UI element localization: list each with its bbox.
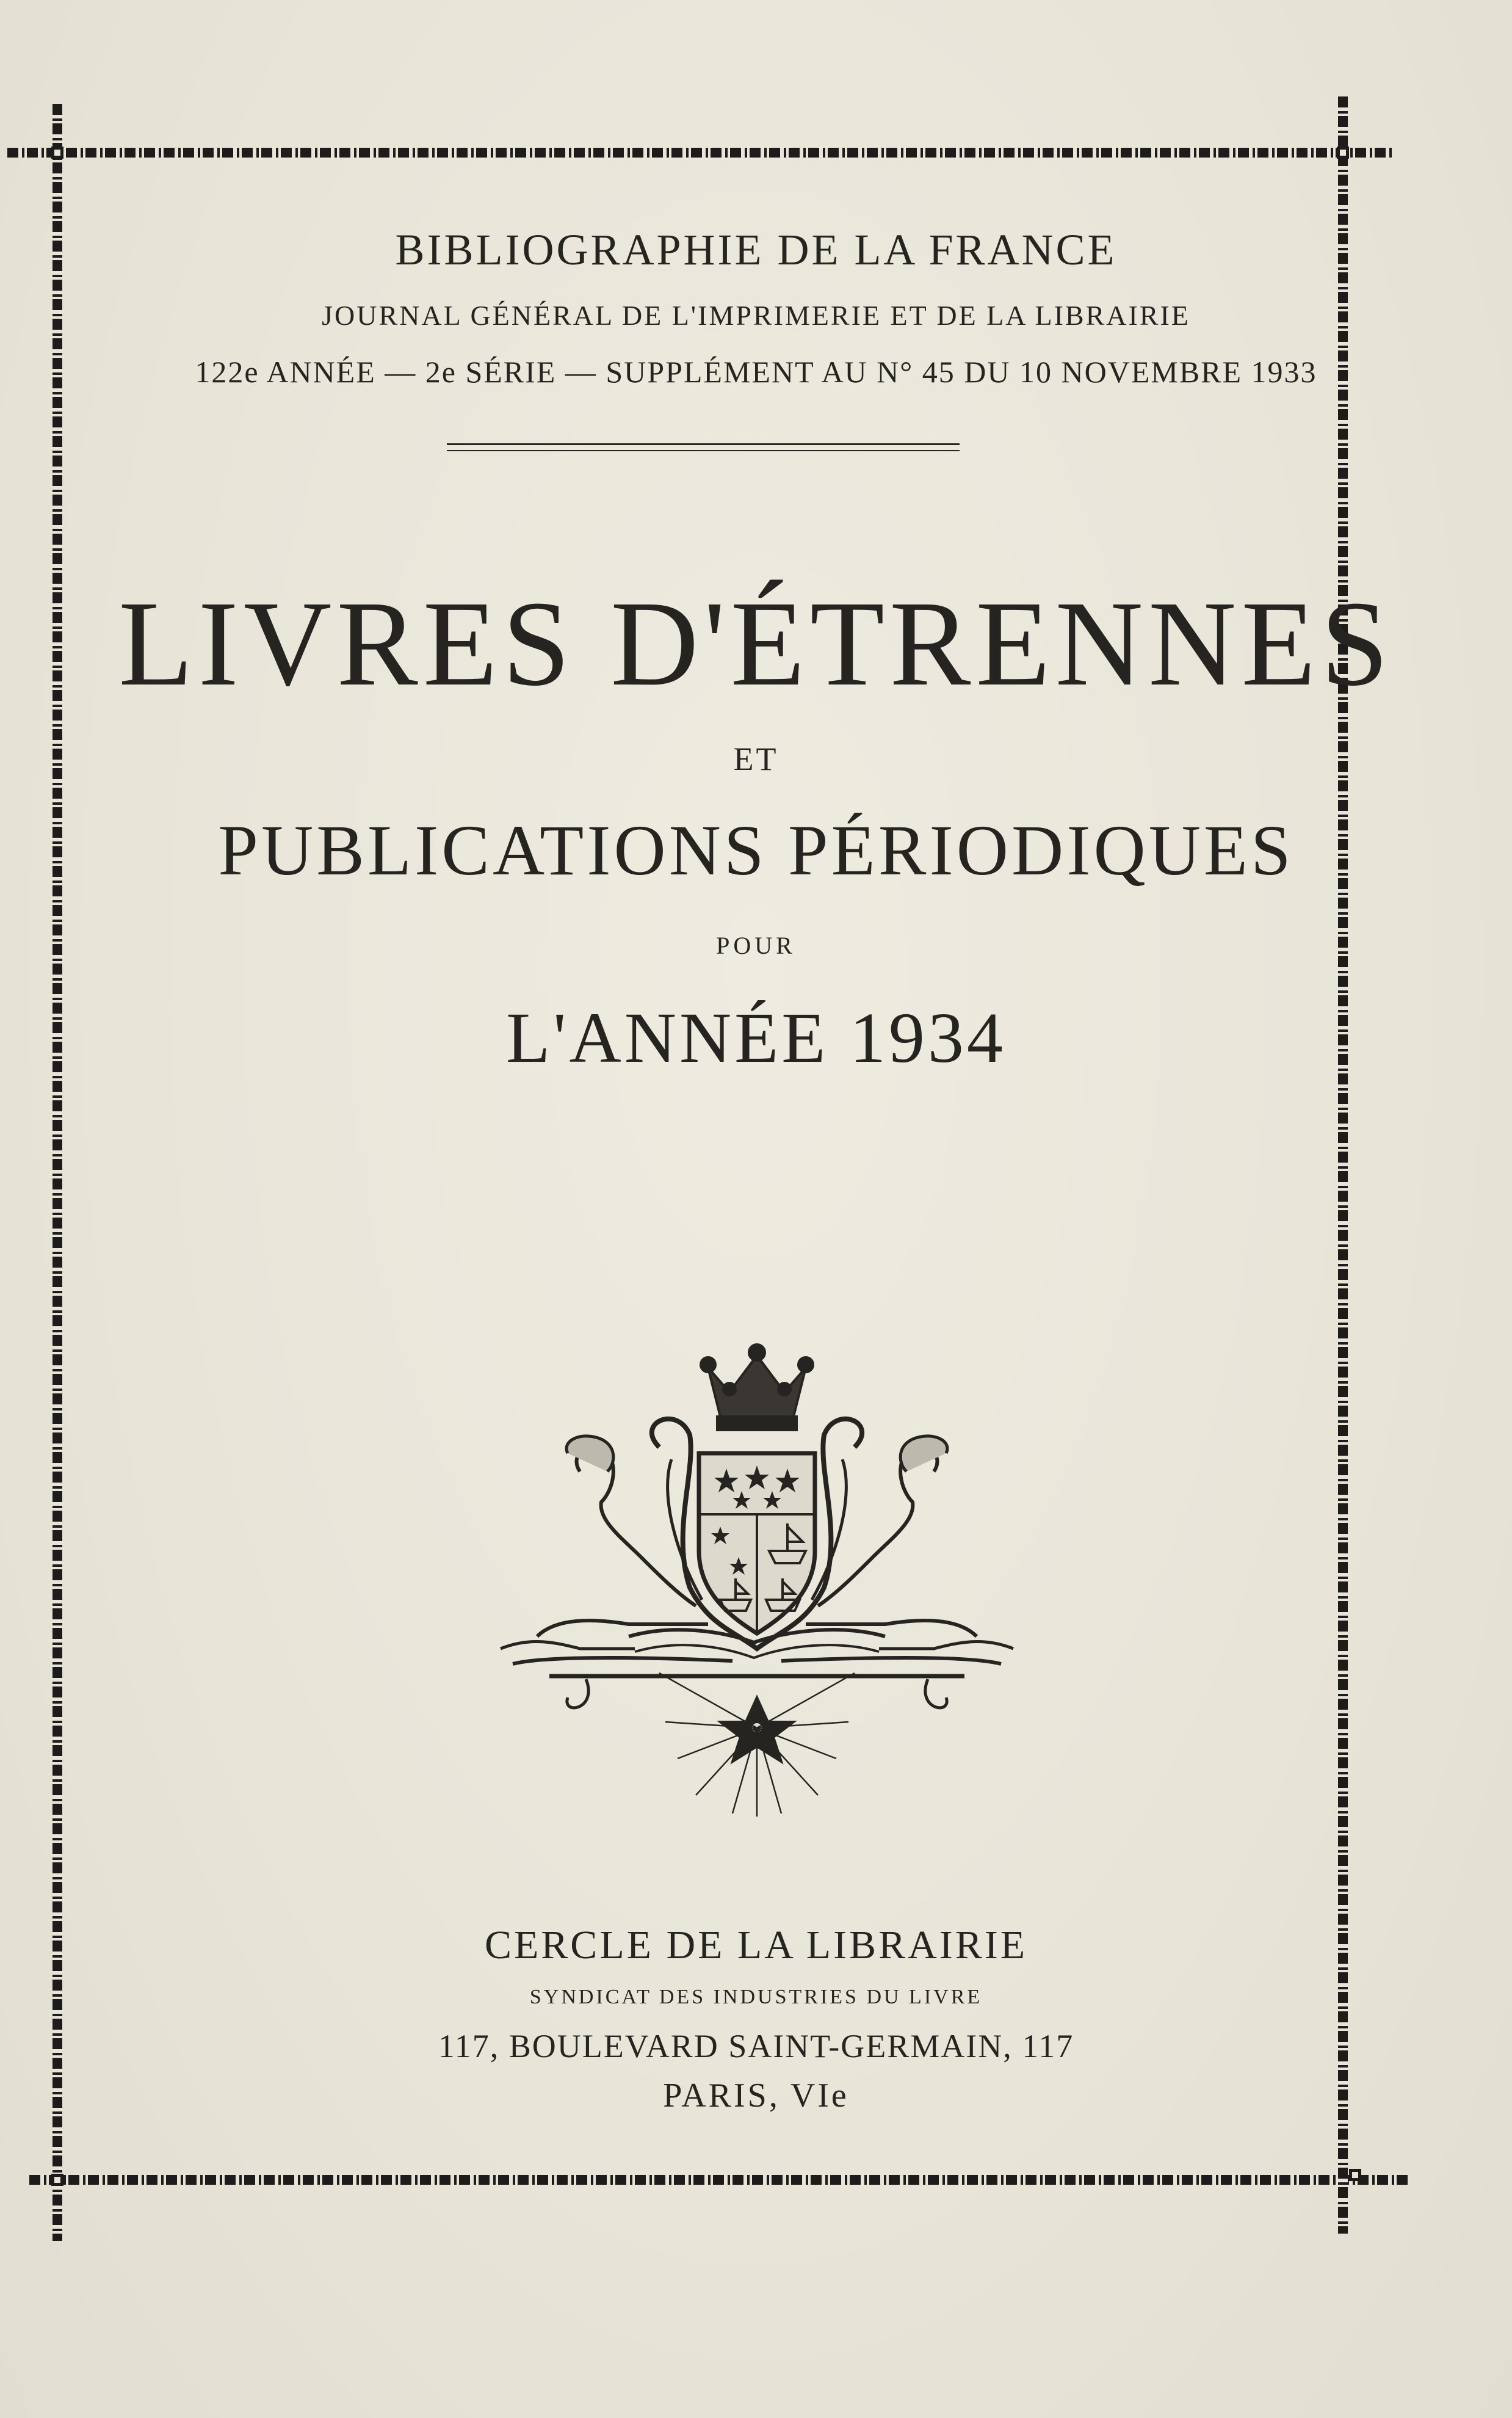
border-left xyxy=(52,104,62,2241)
coat-of-arms-emblem xyxy=(476,1331,1038,1820)
publisher-city: PARIS, VIe xyxy=(663,2077,849,2115)
issue-line: 122e ANNÉE — 2e SÉRIE — SUPPLÉMENT AU N° 45 DU 10 NOVEMBRE 1933 xyxy=(195,355,1317,389)
year-title: L'ANNÉE 1934 xyxy=(506,998,1006,1078)
publisher-syndicate: SYNDICAT DES INDUSTRIES DU LIVRE xyxy=(529,1986,983,2008)
title-conjunction: ET xyxy=(733,741,779,777)
border-bottom xyxy=(29,2175,1409,2185)
border-top xyxy=(7,148,1393,158)
border-right xyxy=(1338,96,1348,2234)
publisher-address: 117, BOULEVARD SAINT-GERMAIN, 117 xyxy=(438,2028,1074,2064)
publisher-name: CERCLE DE LA LIBRAIRIE xyxy=(484,1923,1028,1967)
radiant-star-icon xyxy=(659,1673,855,1817)
corner-ornament-br xyxy=(1349,2169,1361,2181)
publication-title: BIBLIOGRAPHIE DE LA FRANCE xyxy=(395,225,1117,274)
secondary-title: PUBLICATIONS PÉRIODIQUES xyxy=(218,810,1294,890)
publication-subtitle: JOURNAL GÉNÉRAL DE L'IMPRIMERIE ET DE LA LIBRAIRIE xyxy=(322,300,1190,331)
title-preposition: POUR xyxy=(716,932,796,959)
corner-ornament-bl xyxy=(51,2174,63,2186)
corner-ornament-tr xyxy=(1337,147,1349,159)
crown-icon xyxy=(701,1345,813,1430)
corner-ornament-tl xyxy=(51,147,63,159)
main-title: LIVRES D'ÉTRENNES xyxy=(118,576,1394,711)
header-divider xyxy=(447,443,960,451)
